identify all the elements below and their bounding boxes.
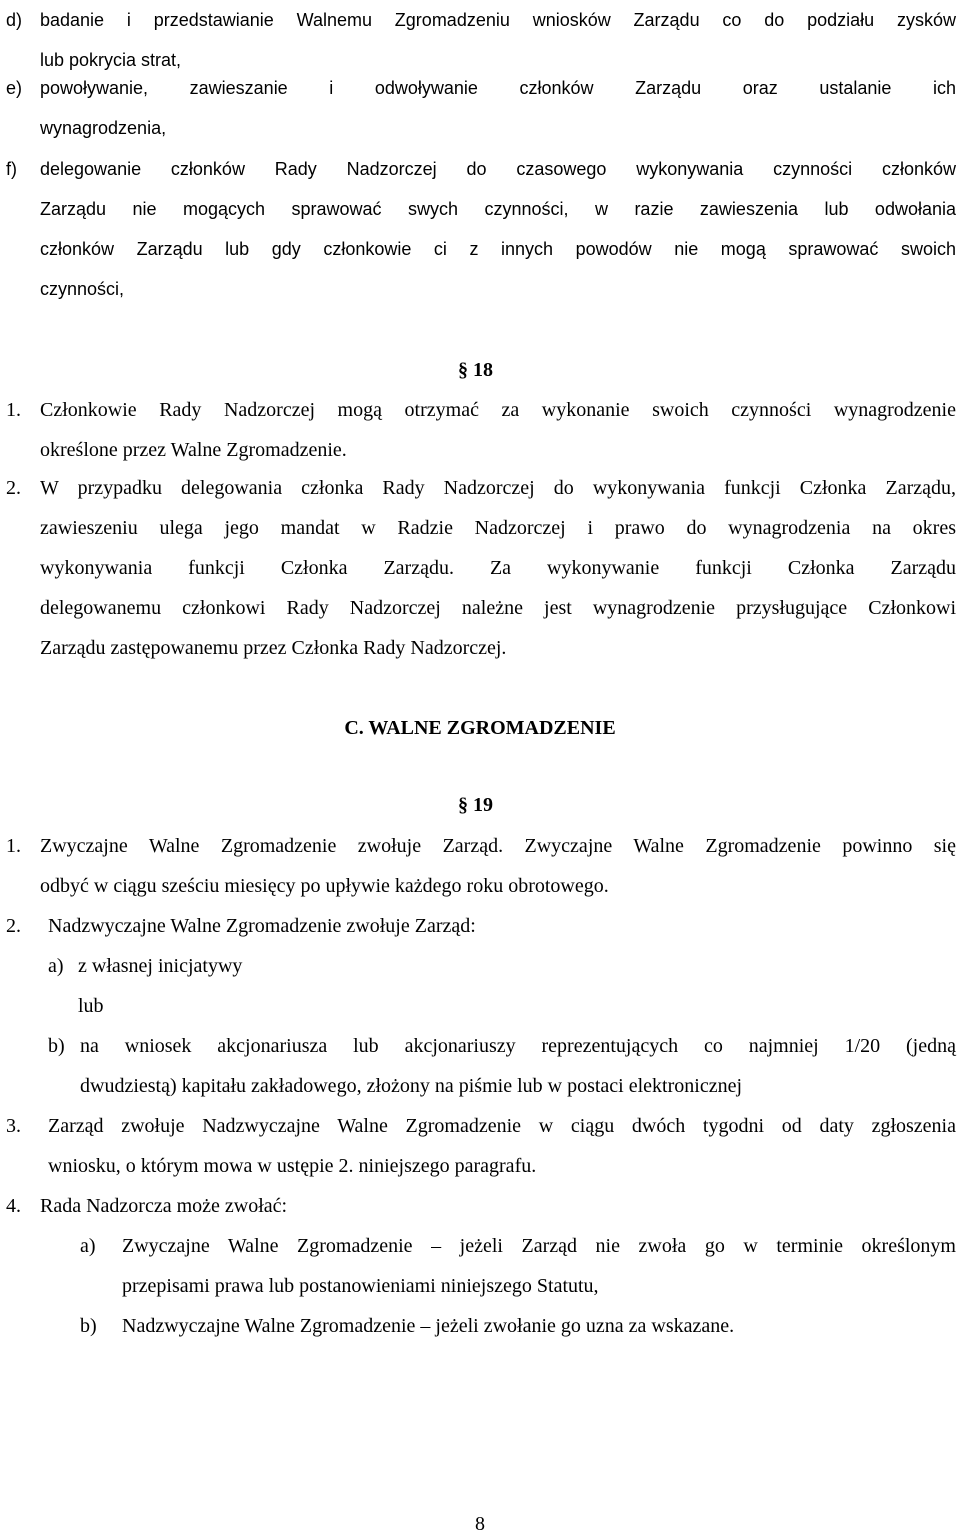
item-label: d): [6, 10, 23, 30]
item-label: e): [6, 78, 23, 98]
item-line: przepisami prawa lub postanowieniami niniejszego Statutu,: [122, 1275, 599, 1297]
item-label: 3.: [6, 1115, 21, 1137]
item-label: 4.: [6, 1195, 21, 1217]
list-item-e: [6, 68, 956, 148]
item-line: delegowanemu członkowi Rady Nadzorczej należne jest wynagrodzenie przysługujące Członkowi: [40, 597, 956, 619]
item-line: zawieszeniu ulega jego mandat w Radzie Nadzorczej i prawo do wynagrodzenia na okres: [40, 517, 956, 539]
numbered-item: [6, 390, 956, 470]
sub-item: [80, 1226, 956, 1306]
item-line: lub pokrycia strat,: [40, 50, 182, 70]
paragraph-number: § 19: [458, 794, 493, 816]
item-line: wykonywania funkcji Członka Zarządu. Za wykonywanie funkcji Członka Zarządu: [40, 557, 956, 579]
item-line: delegowanie członków Rady Nadzorczej do czasowego wykonywania czynności członków: [40, 159, 956, 179]
item-label: 2.: [6, 477, 21, 499]
item-label: 1.: [6, 835, 21, 857]
item-line: określone przez Walne Zgromadzenie.: [40, 439, 347, 461]
item-line: na wniosek akcjonariusza lub akcjonariuszy reprezentujących co najmniej 1/20 (jedną: [80, 1035, 956, 1057]
item-line: Nadzwyczajne Walne Zgromadzenie – jeżeli zwołanie go uzna za wskazane.: [122, 1315, 735, 1337]
numbered-item: [6, 468, 956, 668]
sub-item: [80, 1306, 956, 1346]
item-line: Członkowie Rady Nadzorczej mogą otrzymać za wykonanie swoich czynności wynagrodzenie: [40, 399, 956, 421]
page-number: 8: [475, 1513, 485, 1535]
item-line: badanie i przedstawianie Walnemu Zgromadzeniu wniosków Zarządu co do podziału zysków: [40, 10, 956, 30]
item-line: Zarząd zwołuje Nadzwyczajne Walne Zgromadzenie w ciągu dwóch tygodni od daty zgłoszenia: [48, 1115, 956, 1137]
numbered-item: [6, 906, 956, 946]
item-line: lub: [78, 995, 104, 1017]
item-line: odbyć w ciągu sześciu miesięcy po upływie każdego roku obrotowego.: [40, 875, 609, 897]
item-line: powoływanie, zawieszanie i odwoływanie członków Zarządu oraz ustalanie ich: [40, 78, 956, 98]
item-line: Zarządu zastępowanemu przez Członka Rady Nadzorczej.: [40, 637, 507, 659]
numbered-item: [6, 826, 956, 906]
item-label: b): [48, 1035, 65, 1057]
item-line: Rada Nadzorcza może zwołać:: [40, 1195, 288, 1217]
sub-item: [48, 1026, 956, 1106]
numbered-item: [6, 1106, 956, 1186]
section-heading: C. WALNE ZGROMADZENIE: [344, 717, 616, 739]
item-line: członków Zarządu lub gdy członkowie ci z innych powodów nie mogą sprawować swoich: [40, 239, 956, 259]
item-line: wynagrodzenia,: [40, 118, 167, 138]
item-line: wniosku, o którym mowa w ustępie 2. niniejszego paragrafu.: [48, 1155, 537, 1177]
item-line: W przypadku delegowania członka Rady Nadzorczej do wykonywania funkcji Członka Zarządu,: [40, 477, 956, 499]
item-label: a): [48, 955, 64, 977]
item-label: 2.: [6, 915, 21, 937]
item-line: z własnej inicjatywy: [78, 955, 243, 977]
item-line: Zwyczajne Walne Zgromadzenie zwołuje Zarząd. Zwyczajne Walne Zgromadzenie powinno się: [40, 835, 956, 857]
numbered-item: [6, 1186, 956, 1226]
item-label: a): [80, 1235, 96, 1257]
item-line: Zwyczajne Walne Zgromadzenie – jeżeli Zarząd nie zwoła go w terminie określonym: [122, 1235, 956, 1257]
connector-text: [78, 986, 378, 1026]
paragraph-number: § 18: [458, 359, 493, 381]
item-line: Zarządu nie mogących sprawować swych czynności, w razie zawieszenia lub odwołania: [40, 199, 956, 219]
sub-item: [48, 946, 956, 986]
item-line: dwudziestą) kapitału zakładowego, złożony na piśmie lub w postaci elektronicznej: [80, 1075, 743, 1097]
item-line: czynności,: [40, 279, 125, 299]
item-label: b): [80, 1315, 97, 1337]
list-item-f: [6, 149, 956, 309]
item-label: f): [6, 159, 17, 179]
item-line: Nadzwyczajne Walne Zgromadzenie zwołuje Zarząd:: [48, 915, 476, 937]
item-label: 1.: [6, 399, 21, 421]
